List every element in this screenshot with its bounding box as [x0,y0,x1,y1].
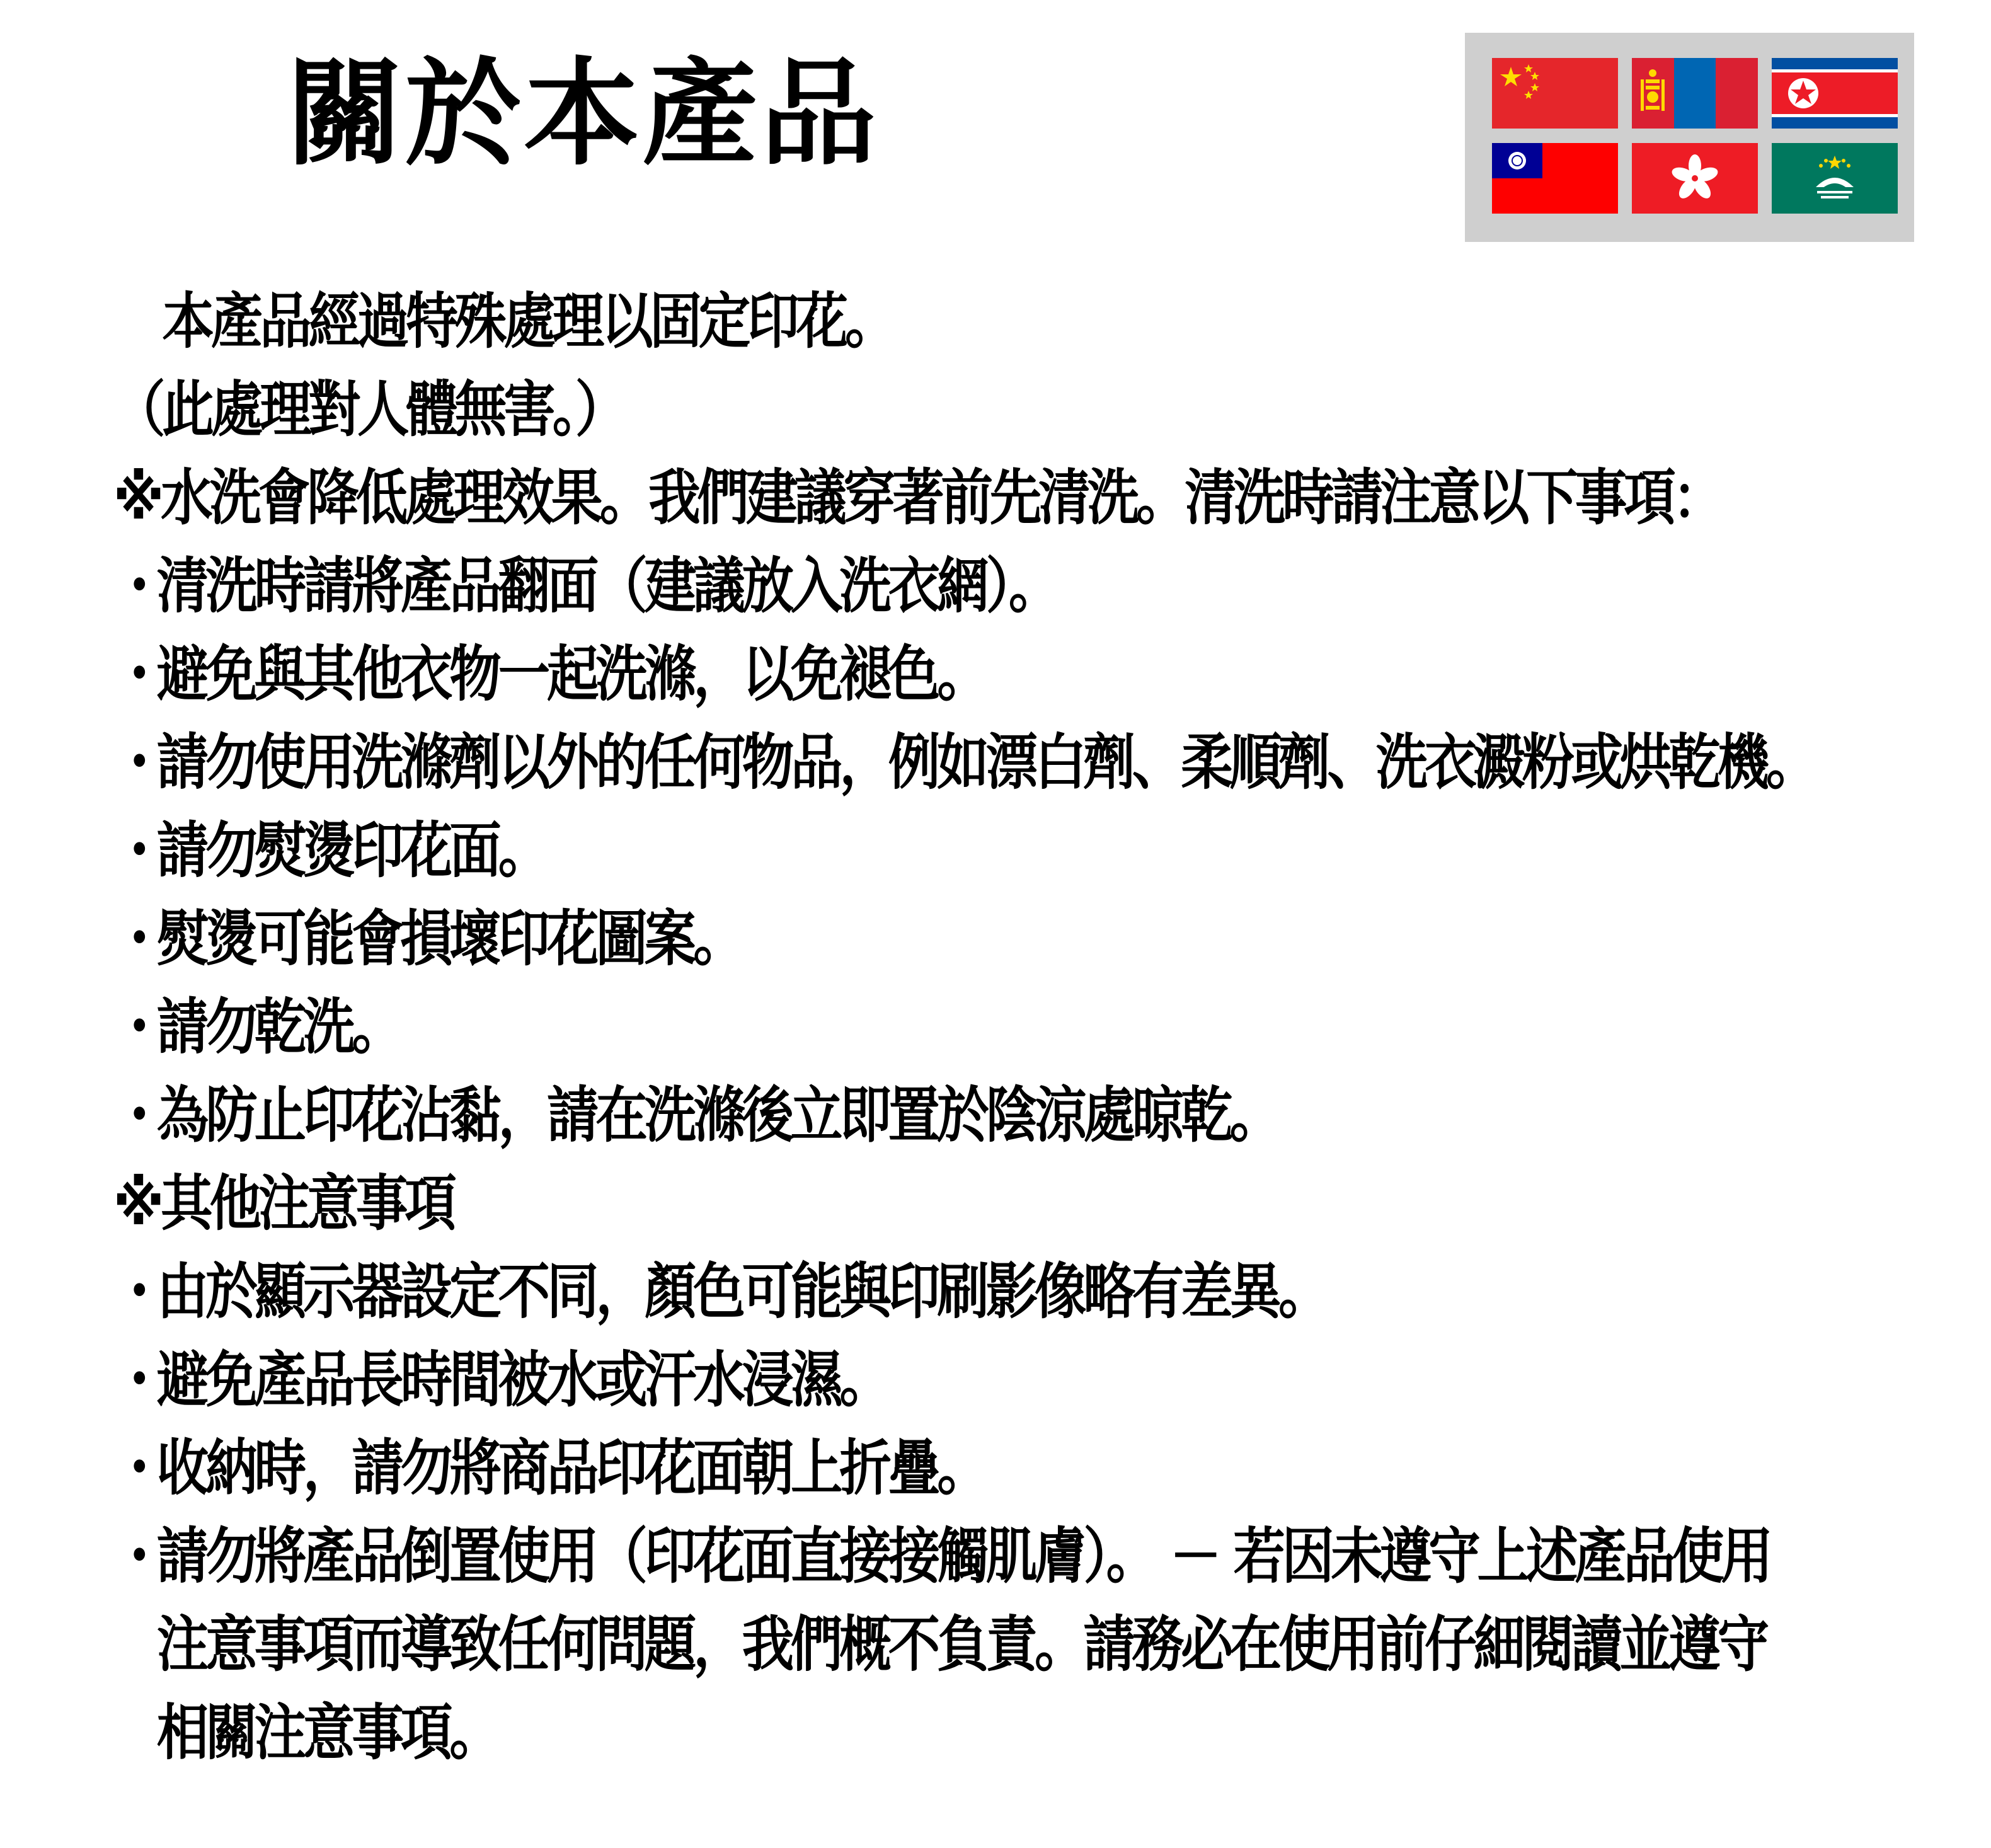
list-item: ・ 清洗時請將產品翻面（建議放入洗衣網）。 [113,542,1631,630]
list-item: ・ 避免產品長時間被水或汗水浸濕。 [113,1336,1631,1424]
list-item: ・ 避免與其他衣物一起洗滌，以免褪色。 [113,630,1631,718]
hong-kong-flag-icon [1632,143,1758,214]
list-item: ・ 請勿使用洗滌劑以外的任何物品，例如漂白劑、柔順劑、洗衣澱粉或烘乾機。 [113,718,1631,806]
flag-panel [1465,33,1914,242]
list-item: ・ 由於顯示器設定不同，顏色可能與印刷影像略有差異。 [113,1248,1631,1336]
harmless-note: （此處理對人體無害。） [113,374,624,445]
list-item: ・ 熨燙可能會損壞印花圖案。 [113,895,1631,983]
list-item-continuation: 相關注意事項。 [156,1697,498,1768]
north-korea-flag-icon [1772,58,1898,129]
list-item: ・ 收納時，請勿將商品印花面朝上折疊。 [113,1424,1631,1512]
other-notes-heading: ※其他注意事項 [113,1168,454,1239]
intro-line: 本產品經過特殊處理以固定印花。 [162,286,894,357]
mongolia-flag-icon [1632,58,1758,129]
product-care-notes [113,277,1815,1777]
list-item: ・ 為防止印花沾黏，請在洗滌後立即置於陰涼處晾乾。 [113,1071,1631,1159]
china-flag-icon [1492,58,1618,129]
list-item: ・ 請勿熨燙印花面。 [113,806,1631,895]
list-item-continuation: 注意事項而導致任何問題，我們概不負責。請務必在使用前仔細閱讀並遵守 [156,1609,1766,1680]
taiwan-flag-icon [1492,143,1618,214]
list-item: ・ 請勿將產品倒置使用（印花面直接接觸肌膚）。 － 若因未遵守上述產品使用 [113,1512,1631,1600]
macau-flag-icon [1772,143,1898,214]
washing-section-heading: ※水洗會降低處理效果。我們建議穿著前先清洗。清洗時請注意以下事項： [113,462,1721,533]
list-item: ・ 請勿乾洗。 [113,983,1631,1071]
page-title: 關於本產品 [287,45,880,181]
